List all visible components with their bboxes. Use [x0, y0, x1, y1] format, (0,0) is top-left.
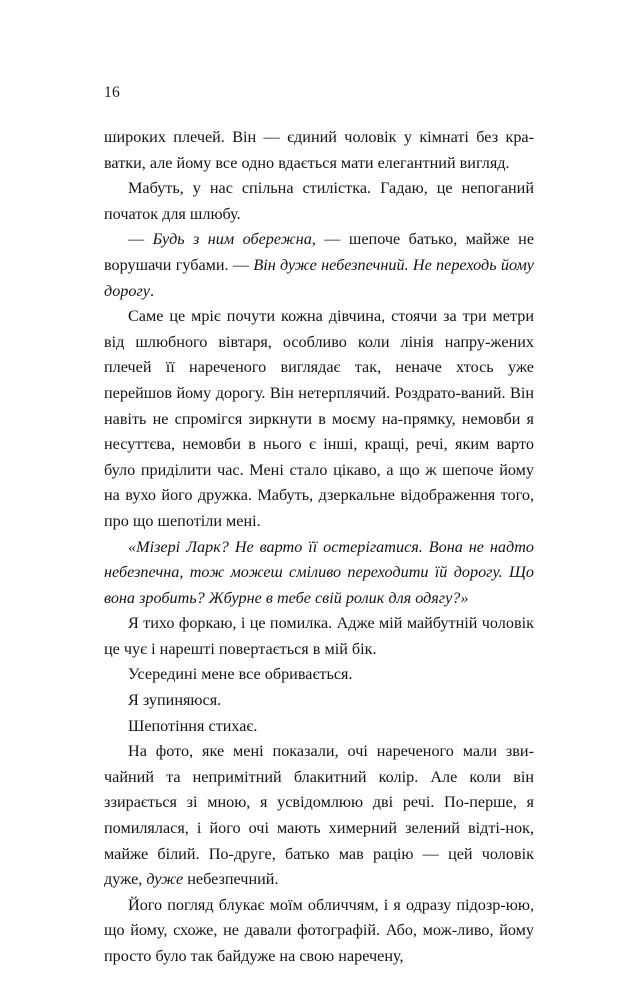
paragraph [104, 611, 534, 662]
body-text: , — шепоче батько, майже не ворушачи губами. — [104, 230, 535, 274]
page-number: 16 [104, 84, 120, 101]
paragraph [104, 688, 534, 714]
body-text: Мабуть, у нас спільна стилістка. Гадаю, це непоганий початок для шлюбу. [104, 179, 534, 223]
body-text: Усередині мене все обривається. [128, 665, 353, 684]
emphasis-text: Будь з ним обережна [152, 230, 312, 249]
body-text: широких плечей. Він — єдиний чоловік у кімнаті без кра-ватки, але йому все одно вдається мати елегантний вигляд. [104, 128, 534, 172]
body-text: Саме це мріє почути кожна дівчина, стоячи за три метри від шлюбного вівтаря, особливо коли лінія напру-жених плечей її нареченого виглядає так, неначе хтось уже перейшов йому дорогу. Він нетерплячий. Роздрато-ваний. Він навіть не спромігся зиркнути в моєму на-прямку, немовби я несуттєва, немовби в нього є інші, кращі, речі, яким варто було приділити час. Мені стало цікаво, а що ж шепоче йому на вухо його дружка. Мабуть, дзеркальне відображення того, про що шепотіли мені. [104, 307, 534, 530]
body-text: Шепотіння стихає. [128, 716, 258, 735]
paragraph [104, 304, 534, 534]
emphasis-text: «Мізері Ларк? Не варто її остерігатися. Вона не надто небезпечна, тож можеш сміливо переходити їй дорогу. Що вона зробить? Жбурне в тебе свій ролик для одягу?» [104, 537, 534, 607]
paragraph [104, 176, 534, 227]
body-text: . [149, 281, 155, 300]
body-text: небезпечний. [183, 870, 279, 889]
paragraph [104, 714, 534, 740]
emphasis-text: дуже [146, 870, 184, 889]
paragraph [104, 227, 534, 304]
body-text: — [128, 230, 153, 249]
body-text: На фото, яке мені показали, очі нареченого мали зви-чайний та непримітний блакитний колір. Але коли він ззирається зі мною, я усвідомлюю дві речі. По-перше, я помилялася, і його очі мають химерний зелений відті-нок, майже білий. По-друге, батько мав рацію — цей чоловік дуже, [104, 742, 534, 889]
paragraph [104, 662, 534, 688]
body-text: Я зупиняюся. [128, 691, 222, 710]
paragraph [104, 739, 534, 893]
paragraph [104, 893, 534, 970]
paragraph [104, 535, 534, 612]
page-body-text [104, 125, 534, 970]
emphasis-text: Він дуже небезпечний. Не переходь йому дорогу [104, 255, 534, 300]
paragraph [104, 125, 534, 176]
body-text: Я тихо форкаю, і це помилка. Адже мій майбутній чоловік це чує і нарешті повертається в мій бік. [104, 614, 534, 658]
body-text: Його погляд блукає моїм обличчям, і я одразу підозр-юю, що йому, схоже, не давали фотографій. Або, мож-ливо, йому просто було так байдуже на свою наречену, [104, 895, 534, 965]
